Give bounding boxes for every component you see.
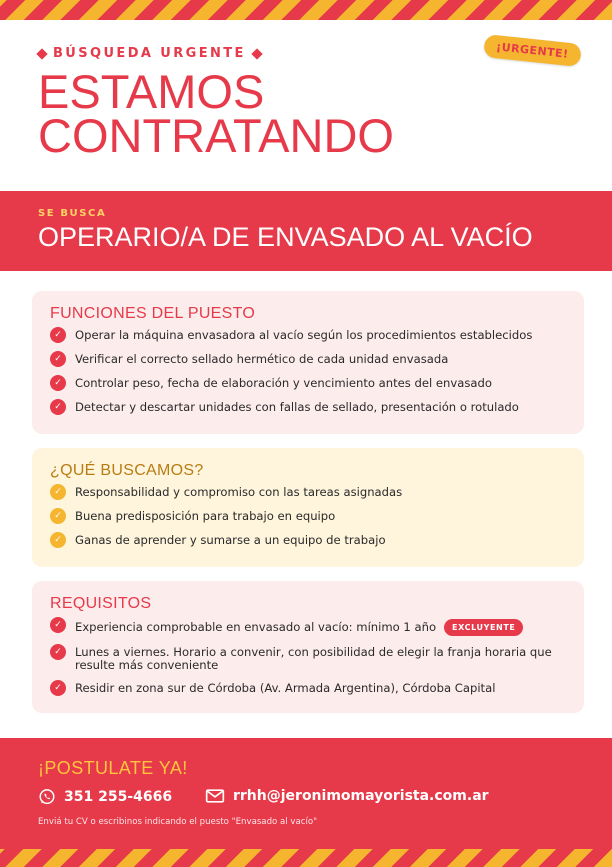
looking-for-title: ¿QUÉ BUSCAMOS?	[50, 462, 204, 479]
list-item-text: Operar la máquina envasadora al vacío según los procedimientos establecidos	[75, 328, 533, 342]
list-item-text: Residir en zona sur de Córdoba (Av. Armada Argentina), Córdoba Capital	[75, 681, 496, 695]
phone-contact[interactable]	[38, 788, 172, 806]
check-icon: ✓	[50, 617, 66, 633]
exclusive-badge: EXCLUYENTE	[444, 619, 523, 636]
bottom-hazard-stripe	[0, 849, 612, 867]
role-title: OPERARIO/A DE ENVASADO AL VACÍO	[38, 222, 533, 252]
diamond-icon	[36, 48, 47, 59]
list-item-text: Buena predisposición para trabajo en equipo	[75, 509, 336, 523]
list-item	[50, 682, 566, 696]
functions-card	[32, 291, 584, 434]
list-item	[50, 619, 566, 636]
list-item-text: Controlar peso, fecha de elaboración y vencimiento antes del envasado	[75, 376, 492, 390]
mail-icon	[205, 788, 225, 804]
functions-title: FUNCIONES DEL PUESTO	[50, 305, 256, 322]
list-item	[50, 486, 566, 500]
requirement-text: Experiencia comprobable en envasado al vacío: mínimo 1 año	[75, 620, 437, 634]
hero-section	[0, 20, 612, 191]
footer-note: Enviá tu CV o escribinos indicando el puesto "Envasado al vacío"	[38, 817, 318, 827]
check-icon: ✓	[50, 484, 66, 500]
email-contact[interactable]	[205, 788, 489, 804]
list-item-text	[75, 619, 523, 636]
check-icon: ✓	[50, 532, 66, 548]
role-kicker: SE BUSCA	[38, 208, 107, 219]
requirements-card	[32, 581, 584, 713]
looking-for-card	[32, 448, 584, 567]
list-item	[50, 534, 566, 548]
email-address: rrhh@jeronimomayorista.com.ar	[233, 788, 489, 804]
list-item-text: Ganas de aprender y sumarse a un equipo de trabajo	[75, 533, 386, 547]
check-icon: ✓	[50, 375, 66, 391]
list-item-text: Lunes a viernes. Horario a convenir, con posibilidad de elegir la franja horaria que resulte más conveniente	[75, 645, 552, 672]
list-item-text: Detectar y descartar unidades con fallas de sellado, presentación o rotulado	[75, 400, 519, 414]
list-item	[50, 329, 566, 343]
footer-title: ¡POSTULATE YA!	[38, 758, 188, 778]
check-icon: ✓	[50, 351, 66, 367]
check-icon: ✓	[50, 399, 66, 415]
role-band	[0, 191, 612, 271]
list-item	[50, 401, 566, 415]
top-hazard-stripe	[0, 0, 612, 20]
headline-line-1: ESTAMOS	[38, 65, 265, 118]
check-icon: ✓	[50, 680, 66, 696]
list-item	[50, 377, 566, 391]
apply-footer	[0, 738, 612, 849]
headline	[38, 65, 394, 162]
urgent-badge: ¡URGENTE!	[483, 34, 582, 67]
list-item	[50, 353, 566, 367]
check-icon: ✓	[50, 508, 66, 524]
eyebrow	[38, 46, 261, 61]
check-icon: ✓	[50, 644, 66, 660]
list-item-text: Verificar el correcto sellado hermético de cada unidad envasada	[75, 352, 449, 366]
phone-number: 351 255-4666	[64, 789, 173, 805]
list-item	[50, 646, 566, 672]
requirements-title: REQUISITOS	[50, 595, 152, 612]
eyebrow-text: BÚSQUEDA URGENTE	[53, 46, 246, 61]
whatsapp-icon	[38, 788, 56, 806]
diamond-icon	[251, 48, 262, 59]
headline-line-2: CONTRATANDO	[38, 109, 394, 162]
check-icon: ✓	[50, 327, 66, 343]
list-item	[50, 510, 566, 524]
list-item-text: Responsabilidad y compromiso con las tareas asignadas	[75, 485, 403, 499]
